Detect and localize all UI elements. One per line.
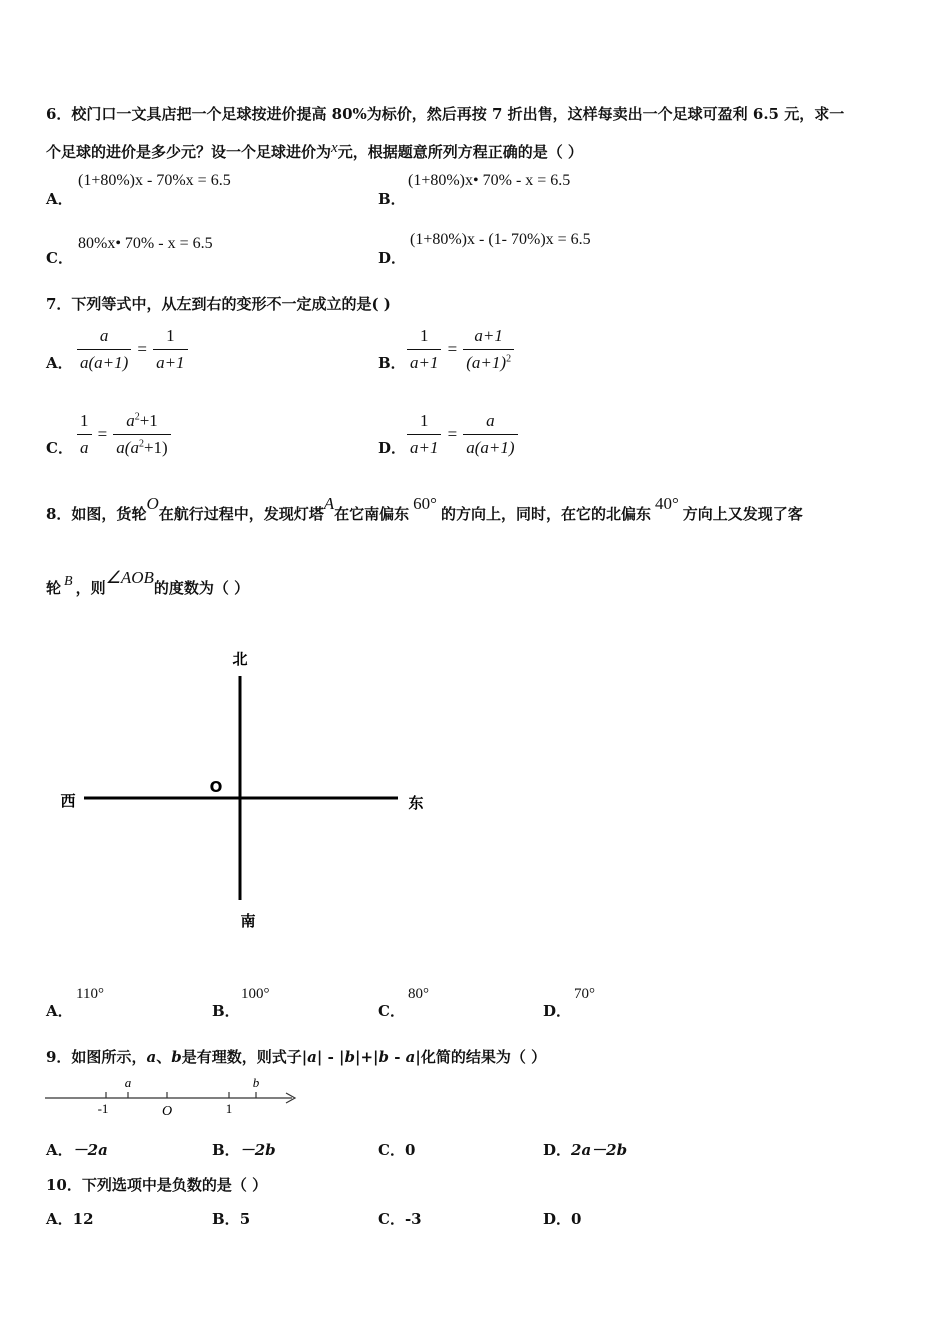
q8-line2: 轮 B ，则∠AOB的度数为（ ） xyxy=(46,568,250,597)
q8-option-d-label: D． xyxy=(543,1002,572,1020)
q7-option-b-label: B． xyxy=(378,354,406,372)
q9-stem: 9．如图所示，a、b是有理数，则式子|a| - |b|+|b - a|化简的结果为（ ） xyxy=(46,1048,547,1066)
q8-option-c-label: C． xyxy=(378,1002,405,1020)
q7-option-c-expr: $\frac{1}{a}$ = $\frac{a^2+1}{a(a^2+1)}$ xyxy=(76,411,172,458)
q8-option-d-value: 70° xyxy=(574,986,595,1002)
q6-option-b-expr: (1+80%)x• 70% - x = 6.5 xyxy=(408,172,571,189)
compass-north: 北 xyxy=(232,650,248,668)
q8-deg60: 60° xyxy=(413,494,437,513)
label-zero: O xyxy=(161,1104,173,1119)
compass-south: 南 xyxy=(240,912,256,930)
q8-deg40: 40° xyxy=(654,494,679,513)
q6-option-a-label: A． xyxy=(46,190,73,208)
q6-option-d-label: D． xyxy=(378,249,407,267)
q7-option-b-expr: $\frac{1}{a+1}$ = $\frac{a+1}{(a+1)^2}$ xyxy=(406,326,515,373)
q6-var-x: x xyxy=(331,140,338,156)
q6-line1: 6．校门口一文具店把一个足球按进价提高 80%为标价，然后再按 7 折出售，这样每卖出一个足球可盈利 6.5 元，求一 xyxy=(46,105,845,123)
q6-option-a-expr: (1+80%)x - 70%x = 6.5 xyxy=(78,172,231,189)
q8-option-b-label: B． xyxy=(212,1002,240,1020)
compass-origin: O xyxy=(209,778,223,796)
q8-lighthouse-a: A xyxy=(323,494,335,513)
q10-option-a: A．12 xyxy=(46,1210,94,1228)
q8-option-c-value: 80° xyxy=(408,986,429,1002)
q10-option-c: C．-3 xyxy=(378,1210,422,1228)
label-one: 1 xyxy=(225,1101,233,1116)
q8-option-b-value: 100° xyxy=(241,986,270,1002)
q10-option-d: D．0 xyxy=(543,1210,582,1228)
q8-option-a-label: A． xyxy=(46,1002,73,1020)
q6-option-d-expr: (1+80%)x - (1- 70%)x = 6.5 xyxy=(410,231,591,248)
q6-option-c-expr: 80%x• 70% - x = 6.5 xyxy=(78,235,213,252)
number-line xyxy=(40,1070,302,1122)
q9-option-b: B．－2b xyxy=(212,1141,276,1159)
q6-line2 xyxy=(46,141,583,162)
label-neg1: -1 xyxy=(97,1101,109,1116)
q8-line1: 8．如图，货轮O在航行过程中，发现灯塔A在它南偏东60°的方向上，同时，在它的北偏东40°方向上又发现了客 xyxy=(46,494,803,523)
compass-east: 东 xyxy=(408,794,424,812)
compass-diagram xyxy=(40,640,440,940)
q7-option-d-expr: $\frac{1}{a+1}$ = $\frac{a}{a(a+1)}$ xyxy=(406,411,519,458)
q7-option-d-label: D． xyxy=(378,439,407,457)
q7-option-a-expr: $\frac{a}{a(a+1)}$ = $\frac{1}{a+1}$ xyxy=(76,326,189,373)
q6-option-c-label: C． xyxy=(46,249,73,267)
q10-stem: 10．下列选项中是负数的是（ ） xyxy=(46,1176,268,1194)
q9-option-a: A．－2a xyxy=(46,1141,108,1159)
q9-option-d: D．2a－2b xyxy=(543,1141,628,1159)
q8-ship-o: O xyxy=(146,494,159,513)
q8-angle-aob: ∠AOB xyxy=(105,568,154,587)
q6-option-b-label: B． xyxy=(378,190,406,208)
q7-stem: 7．下列等式中，从左到右的变形不一定成立的是( ) xyxy=(46,295,391,313)
q7-option-a-label: A． xyxy=(46,354,73,372)
label-b: b xyxy=(252,1075,260,1090)
q10-option-b: B．5 xyxy=(212,1210,251,1228)
q6-line2-end: 元，根据题意所列方程正确的是（ ） xyxy=(337,143,583,161)
q7-option-c-label: C． xyxy=(46,439,73,457)
q6-line2-start: 个足球的进价是多少元？设一个足球进价为 xyxy=(46,143,332,161)
compass-west: 西 xyxy=(60,792,76,810)
q9-option-c: C．0 xyxy=(378,1141,416,1159)
q8-option-a-value: 110° xyxy=(76,986,104,1002)
q8-ship-b: B xyxy=(64,574,73,589)
label-a: a xyxy=(124,1075,132,1090)
